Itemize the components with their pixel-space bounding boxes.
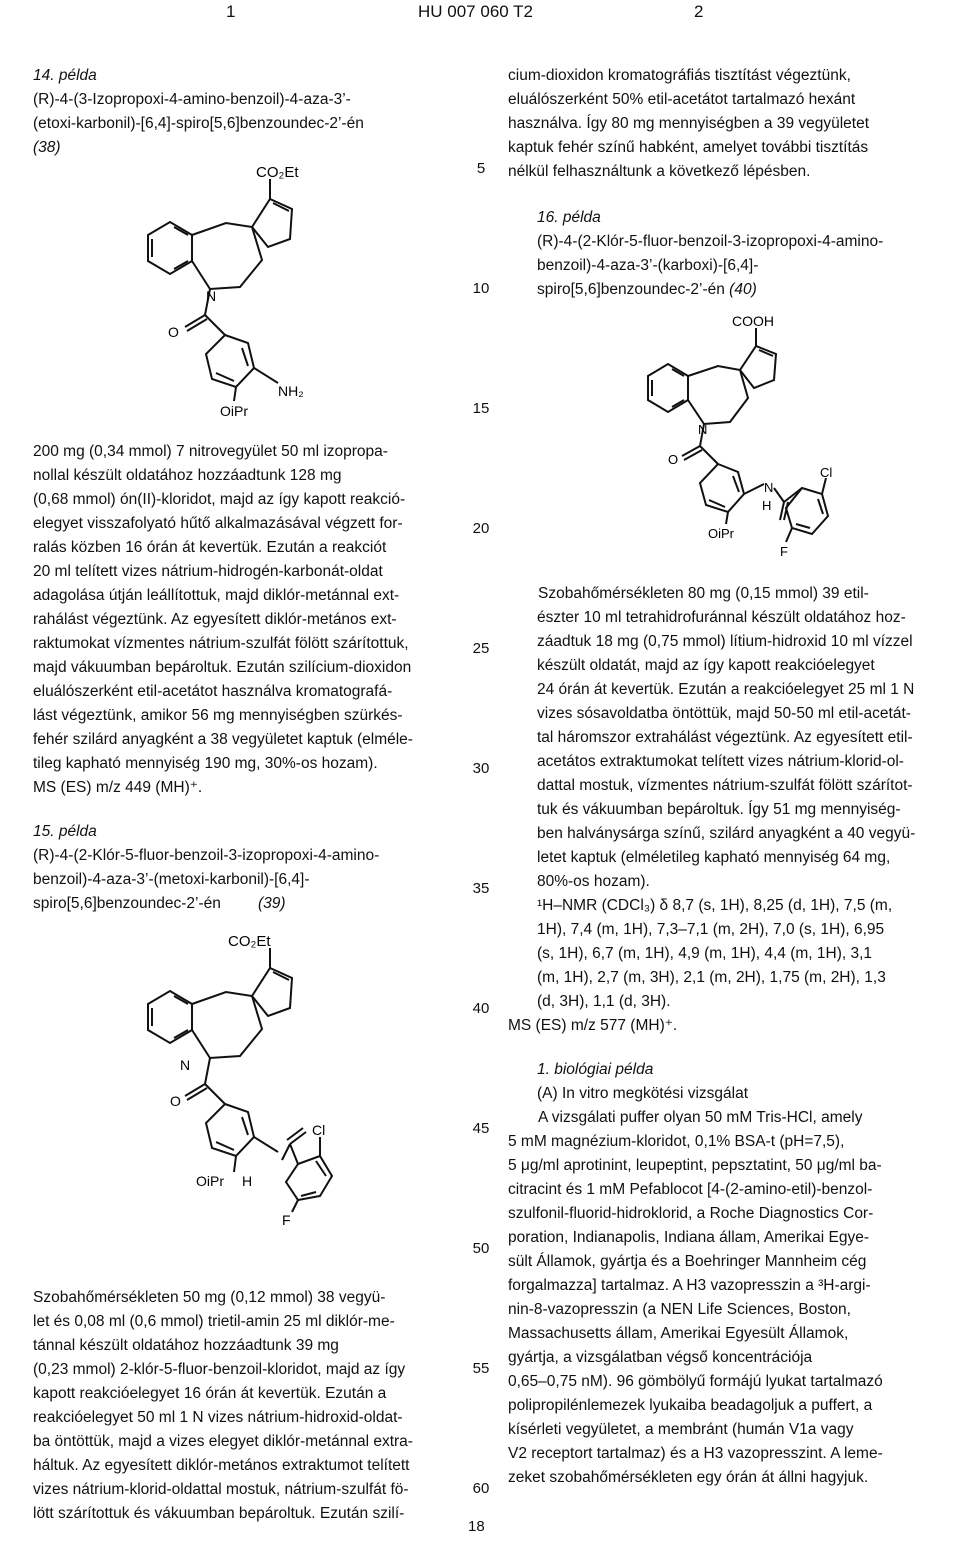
text-line: tuk és vákuumban bepároltuk. Így 51 mg mennyiség- <box>537 801 901 818</box>
example-15-procedure <box>33 1286 451 1526</box>
text-line: raktumokat vízmentes nátrium-szulfát fölött szárítottuk, <box>33 635 409 652</box>
n-label: N <box>180 1057 191 1073</box>
compound-title-line: (R)-4-(3-Izopropoxi-4-amino-benzoil)-4-aza-3’- <box>33 91 351 108</box>
text-line: ¹H–NMR (CDCl₃) δ 8,7 (s, 1H), 8,25 (d, 1H), 7,5 (m, <box>537 897 893 914</box>
example-14-heading <box>33 64 453 160</box>
text-line: 24 órán át kevertük. Ezután a reakcióelegyet 25 ml 1 N <box>537 681 915 698</box>
text-line: 1H), 7,4 (m, 1H), 7,3–7,1 (m, 2H), 7,0 (s, 1H), 6,95 <box>537 921 885 938</box>
text-line: majd vákuumban bepároltuk. Ezután szilícium-dioxidon <box>33 659 412 676</box>
compound-title-line: (R)-4-(2-Klór-5-fluor-benzoil-3-izopropoxi-4-amino- <box>537 233 884 250</box>
line-number: 35 <box>472 880 490 897</box>
footer-page-number: 18 <box>468 1518 485 1535</box>
example-label: 14. példa <box>33 67 97 84</box>
text-line: poration, Indianapolis, Indiana állam, Amerikai Egye- <box>508 1229 870 1246</box>
text-line: ba öntöttük, majd a vizes elegyet diklór-metánnal extra- <box>33 1433 413 1450</box>
line-number: 50 <box>472 1240 490 1257</box>
cooh-label: COOH <box>732 313 774 329</box>
line-number: 5 <box>476 160 486 177</box>
oipr-label: OiPr <box>220 403 248 419</box>
text-line: let és 0,08 ml (0,6 mmol) trietil-amin 25 ml diklór-me- <box>33 1313 395 1330</box>
text-line: kaptuk fehér színű habként, amelyet további tisztítás <box>508 139 869 156</box>
text-line: eluálószerként 50% etil-acetátot tartalmazó hexánt <box>508 91 856 108</box>
example-16-heading <box>537 206 937 278</box>
text-line: készült oldatát, majd az így kapott reakcióelegyet <box>537 657 875 674</box>
line-number: 20 <box>472 520 490 537</box>
line-number: 25 <box>472 640 490 657</box>
h-label: H <box>762 498 772 513</box>
n-label: N <box>698 422 708 437</box>
text-line: vizes nátrium-klorid-oldattal mostuk, nátrium-szulfát fö- <box>33 1481 409 1498</box>
h-label: H <box>242 1173 253 1189</box>
text-line: A vizsgálati puffer olyan 50 mM Tris-HCl, amely <box>538 1109 863 1126</box>
example-14-procedure <box>33 440 451 800</box>
text-line: 20 ml telített vizes nátrium-hidrogén-karbonát-oldat <box>33 563 383 580</box>
text-line: (m, 1H), 2,7 (m, 3H), 2,1 (m, 2H), 1,75 (m, 2H), 1,3 <box>537 969 886 986</box>
text-line: Szobahőmérsékleten 80 mg (0,15 mmol) 39 etil- <box>538 585 869 602</box>
text-line: lött szárítottuk és vákuumban bepároltuk. Ezután szilí- <box>33 1505 405 1522</box>
co2et-label: CO₂Et <box>256 165 299 181</box>
text-line: fehér szilárd anyagként a 38 vegyületet kaptuk (elméle- <box>33 731 413 748</box>
example-label: 16. példa <box>537 209 601 226</box>
text-line: vizes sósavoldatba öntöttük, majd 50-50 ml etil-acetát- <box>537 705 911 722</box>
compound-number: (40) <box>729 281 757 298</box>
oipr-label: OiPr <box>196 1173 224 1189</box>
text-line: kapott reakcióelegyet 16 órán át kevertük. Ezután a <box>33 1385 387 1402</box>
cl-label: Cl <box>312 1122 326 1138</box>
text-line: Szobahőmérsékleten 50 mg (0,12 mmol) 38 vegyü- <box>33 1289 386 1306</box>
line-number: 15 <box>472 400 490 417</box>
line-number: 45 <box>472 1120 490 1137</box>
line-number: 10 <box>472 280 490 297</box>
biological-example-heading <box>537 1058 937 1106</box>
text-line: adagolása útján leállítottuk, majd diklór-metánnal ext- <box>33 587 400 604</box>
text-line: eluálószerként etil-acetátot használva kromatografá- <box>33 683 393 700</box>
example-16-title-last <box>537 278 757 302</box>
o-label: O <box>668 452 679 467</box>
example-15-continuation <box>508 64 933 184</box>
f-label: F <box>282 1212 291 1227</box>
f-label: F <box>780 544 788 559</box>
line-number: 55 <box>472 1360 490 1377</box>
text-line: tánnal készült oldatához hozzáadtunk 39 mg <box>33 1337 339 1354</box>
text-line: Massachusetts állam, Amerikai Egyesült Államok, <box>508 1325 849 1342</box>
text-line: nin-8-vazopresszin (a NEN Life Sciences, Boston, <box>508 1301 851 1318</box>
text-line: használva. Így 80 mg mennyiségben a 39 vegyületet <box>508 115 870 132</box>
compound-title-line: (R)-4-(2-Klór-5-fluor-benzoil-3-izopropoxi-4-amino- <box>33 847 380 864</box>
text-line: háltuk. Az egyesített diklór-metános extraktumot telített <box>33 1457 410 1474</box>
text-line: záadtuk 18 mg (0,75 mmol) lítium-hidroxid 10 ml vízzel <box>537 633 913 650</box>
structure-40-diagram <box>630 312 840 572</box>
text-line: 80%-os hozam). <box>537 873 650 890</box>
text-line: tileg kapható mennyiség 190 mg, 30%-os hozam). <box>33 755 378 772</box>
text-line: gyártja, a vizsgálatban végső koncentrációja <box>508 1349 813 1366</box>
text-line: rahálást végeztünk. Az egyesített diklór-metános ext- <box>33 611 397 628</box>
o-label: O <box>168 324 179 340</box>
text-line: 5 μg/ml aprotinint, leupeptint, pepsztatint, 50 μg/ml ba- <box>508 1157 882 1174</box>
text-line: (s, 1H), 6,7 (m, 1H), 4,9 (m, 1H), 4,4 (m, 1H), 3,1 <box>537 945 873 962</box>
text-line: kísérleti vegyületet, a membránt (humán V1a vagy <box>508 1421 854 1438</box>
compound-title-line: spiro[5,6]benzoundec-2’-én <box>33 895 221 912</box>
section-subtitle: (A) In vitro megkötési vizsgálat <box>537 1085 749 1102</box>
text-line: 200 mg (0,34 mmol) 7 nitrovegyület 50 ml izopropa- <box>33 443 388 460</box>
text-line: MS (ES) m/z 449 (MH)⁺. <box>33 779 203 796</box>
text-line: sült Államok, gyártja és a Boehringer Mannheim cég <box>508 1253 867 1270</box>
line-number: 30 <box>472 760 490 777</box>
text-line: citracint és 1 mM Pefablocot [4-(2-amino-etil)-benzol- <box>508 1181 873 1198</box>
compound-title-line: benzoil)-4-aza-3’-(metoxi-karbonil)-[6,4]- <box>33 871 310 888</box>
text-line: lást végeztünk, amikor 56 mg mennyiségben szürkés- <box>33 707 403 724</box>
n-label: N <box>206 288 217 304</box>
compound-title-line: (etoxi-karbonil)-[6,4]-spiro[5,6]benzoundec-2’-én <box>33 115 364 132</box>
header-right-page: 2 <box>694 2 704 21</box>
text-line: szulfonil-fluorid-hidroklorid, a Roche Diagnostics Cor- <box>508 1205 874 1222</box>
oipr-label: OiPr <box>708 526 734 541</box>
o-label: O <box>170 1093 181 1109</box>
cl-label: Cl <box>820 465 833 480</box>
text-line: MS (ES) m/z 577 (MH)⁺. <box>508 1017 678 1034</box>
compound-number: (39) <box>258 895 286 912</box>
example-label: 1. biológiai példa <box>537 1061 654 1078</box>
example-16-procedure <box>508 582 933 1038</box>
text-line: polipropilénlemezek lyukaiba beadagoljuk a puffert, a <box>508 1397 873 1414</box>
header-left-page: 1 <box>226 2 236 21</box>
co2et-label: CO₂Et <box>228 933 271 950</box>
example-15-heading <box>33 820 453 916</box>
text-line: 5 mM magnézium-kloridot, 0,1% BSA-t (pH=7,5), <box>508 1133 845 1150</box>
text-line: ralás közben 16 órán át kevertük. Ezután a reakciót <box>33 539 387 556</box>
nh2-label: NH₂ <box>278 383 304 399</box>
n-label: N <box>764 480 774 495</box>
text-line: nélkül felhasználtunk a következő lépésben. <box>508 163 811 180</box>
text-line: elegyet visszafolyató hűtő alkalmazásával végzett for- <box>33 515 403 532</box>
text-line: 0,65–0,75 nM). 96 gömbölyű formájú lyukat tartalmazó <box>508 1373 883 1390</box>
text-line: cium-dioxidon kromatográfiás tisztítást végeztünk, <box>508 67 851 84</box>
text-line: észter 10 ml tetrahidrofuránnal készült oldatához hoz- <box>537 609 906 626</box>
text-line: letet kaptuk (elméletileg kapható mennyiség 64 mg, <box>537 849 891 866</box>
compound-title-line: spiro[5,6]benzoundec-2’-én <box>537 281 725 298</box>
line-number: 40 <box>472 1000 490 1017</box>
biological-example-text <box>508 1106 933 1490</box>
text-line: zeket szobahőmérsékleten egy órán át állni hagyjuk. <box>508 1469 869 1486</box>
line-number: 60 <box>472 1480 490 1497</box>
compound-number: (38) <box>33 139 61 156</box>
text-line: (d, 3H), 1,1 (d, 3H). <box>537 993 671 1010</box>
text-line: (0,23 mmol) 2-klór-5-fluor-benzoil-kloridot, majd az így <box>33 1361 406 1378</box>
text-line: acetátos extraktumokat telített vizes nátrium-klorid-ol- <box>537 753 904 770</box>
header-patent-id: HU 007 060 T2 <box>418 2 533 21</box>
text-line: reakcióelegyet 50 ml 1 N vizes nátrium-hidroxid-oldat- <box>33 1409 403 1426</box>
compound-title-line: benzoil)-4-aza-3’-(karboxi)-[6,4]- <box>537 257 759 274</box>
structure-38-diagram <box>130 165 330 420</box>
text-line: dattal mostuk, vízmentes nátrium-szulfát fölött szárítot- <box>537 777 913 794</box>
text-line: tal háromszor extrahálást végeztünk. Az egyesített etil- <box>537 729 913 746</box>
text-line: (0,68 mmol) ón(II)-kloridot, majd az így kapott reakció- <box>33 491 406 508</box>
example-label: 15. példa <box>33 823 97 840</box>
text-line: V2 receptort tartalmaz) és a H3 vazopresszint. A leme- <box>508 1445 883 1462</box>
structure-39-diagram <box>130 932 340 1227</box>
text-line: ben halványsárga színű, szilárd anyagként a 40 vegyü- <box>537 825 916 842</box>
text-line: forgalmazza] tartalmaz. A H3 vazopresszin a ³H-argi- <box>508 1277 871 1294</box>
text-line: nollal készült oldatához hozzáadtunk 128 mg <box>33 467 342 484</box>
